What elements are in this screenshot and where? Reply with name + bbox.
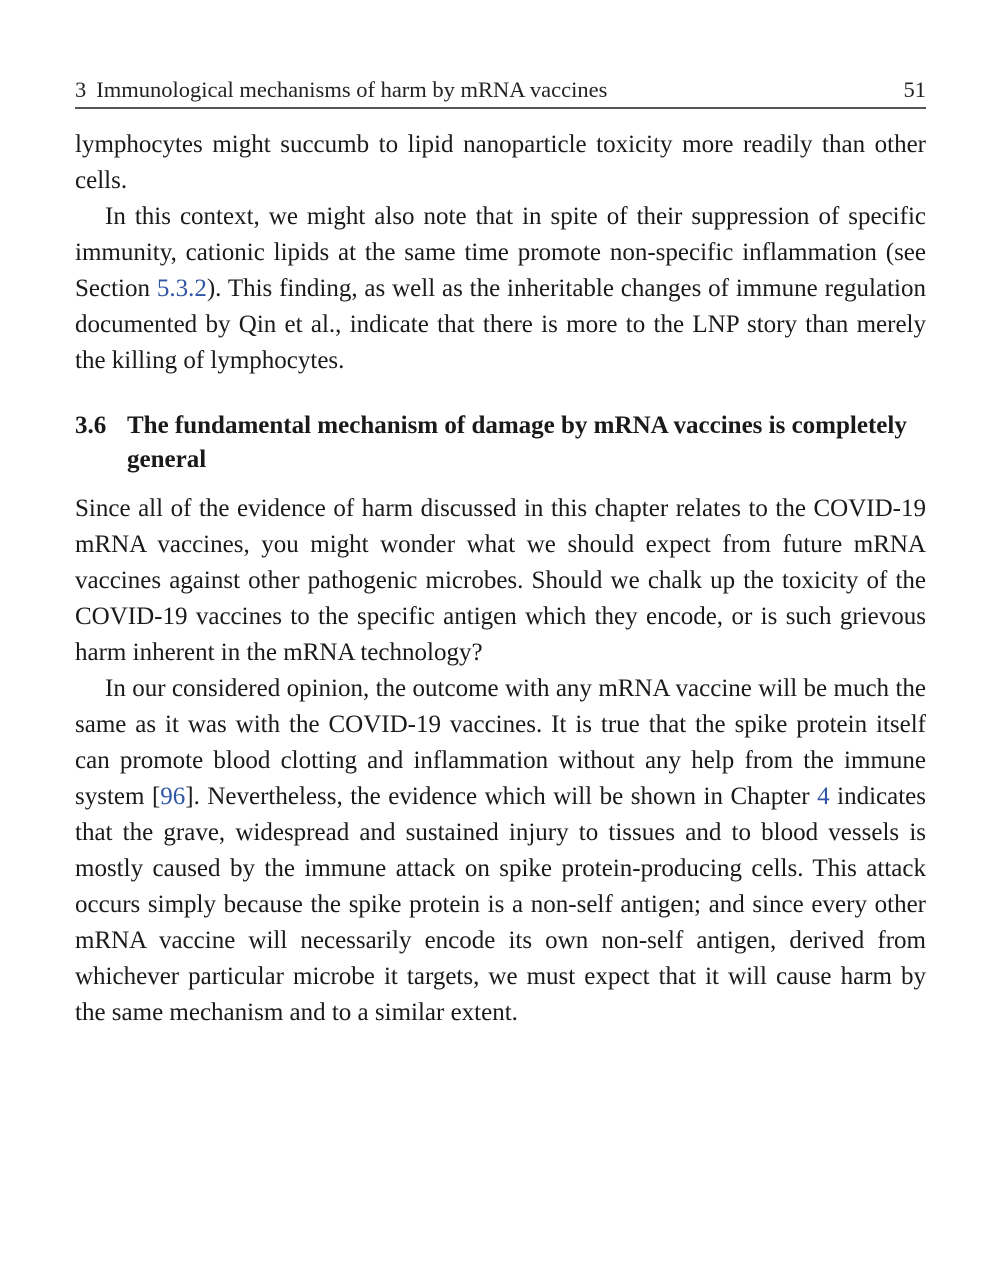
book-page [75,76,926,1031]
paragraph-text: In our considered opinion, the outcome with any mRNA vaccine will be much the same as it was with the COVID-19 vaccines. It is true that the spike protein itself can promote blood clotting and inflammation without any help from the immune system [ [75,675,926,810]
section-heading [75,409,926,477]
paragraph-text: indicates that the grave, widespread and sustained injury to tissues and to blood vessels is mostly caused by the immune attack on spike protein-producing cells. This attack occurs simply because the spike protein is a non-self antigen; and since every other mRNA vaccine will necessarily encode its own non-self antigen, derived from whichever particular microbe it targets, we must expect that it will cause harm by the same mechanism and to a similar extent. [75,783,926,1026]
paragraph [75,199,926,379]
paragraph-text: Since all of the evidence of harm discussed in this chapter relates to the COVID-19 mRNA vaccines, you might wonder what we should expect from future mRNA vaccines against other pathogenic microbes. Should we chalk up the toxicity of the COVID-19 vaccines to the specific antigen which they encode, or is such grievous harm inherent in the mRNA technology? [75,495,926,666]
chapter-link-4[interactable]: 4 [817,783,830,810]
reference-link-96[interactable]: 96 [160,783,186,810]
paragraph [75,671,926,1031]
running-head [75,76,926,109]
paragraph-text: lymphocytes might succumb to lipid nanoparticle toxicity more readily than other cells. [75,131,926,194]
chapter-title: Immunological mechanisms of harm by mRNA vaccines [96,77,608,102]
paragraph-text: ]. Nevertheless, the evidence which will be shown in Chapter [185,783,818,810]
paragraph-text: ). This finding, as well as the inheritable changes of immune regulation documented by Qin et al., indicate that there is more to the LNP story than merely the killing of lymphocytes. [75,275,926,374]
section-number: 3.6 [75,412,107,439]
paragraph-text: In this context, we might also note that in spite of their suppression of specific immunity, cationic lipids at the same time promote non-specific inflammation (see Section [75,203,926,302]
section-link-5-3-2[interactable]: 5.3.2 [156,275,207,302]
section-title: The fundamental mechanism of damage by mRNA vaccines is completely general [127,412,907,473]
paragraph [75,491,926,671]
chapter-number: 3 [75,77,87,102]
running-head-chapter [75,76,607,104]
paragraph [75,127,926,199]
page-number: 51 [903,77,926,102]
